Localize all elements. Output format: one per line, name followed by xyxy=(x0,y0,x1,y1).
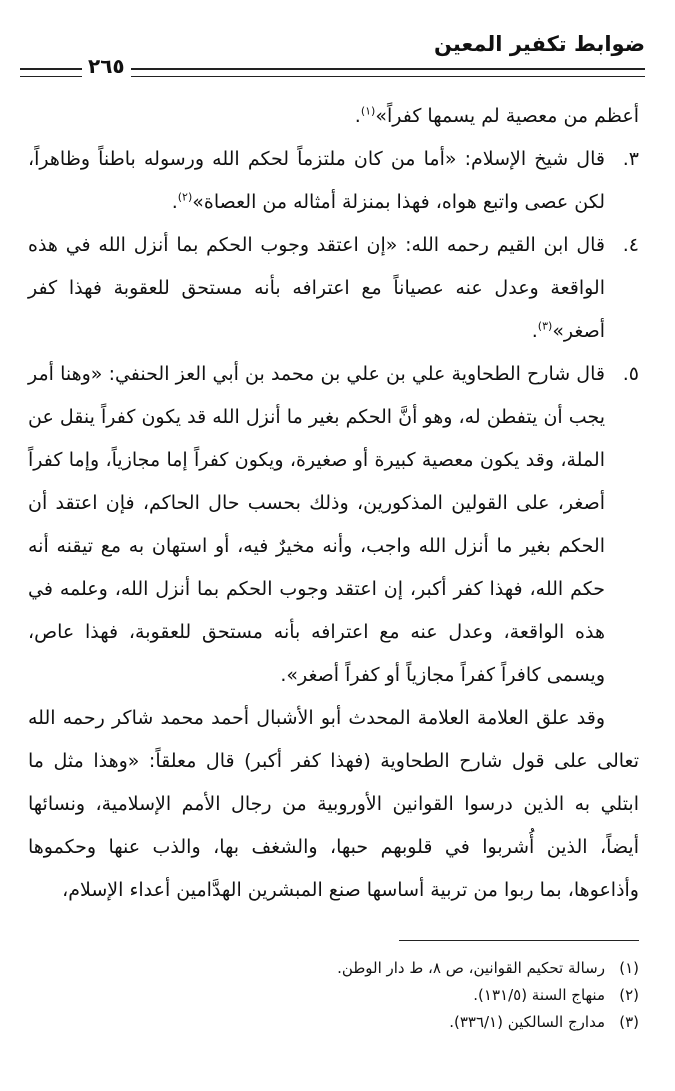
footnote xyxy=(28,982,639,1009)
numbered-item xyxy=(28,353,639,697)
footnote-number: (١) xyxy=(619,959,639,977)
numbered-item xyxy=(28,138,639,224)
item-body: قال شيخ الإسلام: «أما من كان ملتزماً لحكم الله ورسوله باطناً وظاهراً، لكن عصى واتبع هواه، فهذا بمنزلة أمثاله من العصاة» xyxy=(28,148,605,213)
paragraph-text: أعظم من معصية لم يسمها كفراً» xyxy=(375,105,639,127)
paragraph-tail: . xyxy=(354,105,361,127)
footnote xyxy=(28,1009,639,1036)
footnote-ref: (١) xyxy=(360,104,376,118)
item-number: ٣. xyxy=(622,148,639,170)
footnotes xyxy=(28,955,639,1036)
footnote xyxy=(28,955,639,982)
item-number: ٤. xyxy=(622,234,639,256)
footnote-text: منهاج السنة (١٣١/٥). xyxy=(473,986,605,1004)
item-number: ٥. xyxy=(622,363,639,385)
item-text xyxy=(28,138,605,224)
item-text xyxy=(28,224,605,353)
running-title: ضوابط تكفير المعين xyxy=(434,32,645,56)
footnote-ref: (٢) xyxy=(177,190,193,204)
item-text: قال شارح الطحاوية علي بن علي بن محمد بن أبي العز الحنفي: «وهنا أمر يجب أن يتفطن له، وهو أنَّ الحكم بغير ما أنزل الله قد يكون كفراً ينقل عن الملة، وقد يكون معصية كبيرة أو صغيرة، ويكون كفراً إما مجازياً، وإما كفراً أصغر، على القولين المذكورين، وذلك بحسب حال الحاكم، فإن اعتقد أن الحكم بغير ما أنزل الله واجب، وأنه مخيرٌ فيه، أو استهان به مع تيقنه أنه حكم الله، فهذا كفر أكبر، إن اعتقد وجوب الحكم بما أنزل الله، وعلمه في هذه الواقعة، وعدل عنه مع اعترافه بأنه مستحق للعقوبة، فهذا عاص، ويسمى كافراً كفراً مجازياً أو كفراً أصغر». xyxy=(28,363,605,686)
footnote-text: رسالة تحكيم القوانين، ص ٨، ط دار الوطن. xyxy=(337,959,605,977)
footnote-text: مدارج السالكين (٣٣٦/١). xyxy=(449,1013,605,1031)
item-tail: . xyxy=(171,191,178,213)
footnote-rule xyxy=(399,940,639,941)
page-header xyxy=(20,32,645,80)
page-number: ٢٦٥ xyxy=(82,54,131,78)
item-body: قال ابن القيم رحمه الله: «إن اعتقد وجوب الحكم بما أنزل الله في هذه الواقعة وعدل عنه عصياناً مع اعترافه بأنه مستحق للعقوبة فهذا كفر أصغر» xyxy=(28,234,605,342)
body-text xyxy=(28,95,639,912)
footnote-ref: (٣) xyxy=(537,319,553,333)
paragraph: وقد علق العلامة العلامة المحدث أبو الأشبال أحمد محمد شاكر رحمه الله تعالى على قول شارح الطحاوية (فهذا كفر أكبر) قال معلقاً: «وهذا مثل ما ابتلي به الذين درسوا القوانين الأوروبية من رجال الأمم الإسلامية، ونسائها أيضاً، الذين أُشربوا في قلوبهم حبها، والشغف بها، والذب عنها وحكموها وأذاعوها، بما ربوا من تربية أساسها صنع المبشرين الهدَّامين أعداء الإسلام، xyxy=(28,707,639,901)
paragraph xyxy=(28,95,639,138)
footnote-number: (٢) xyxy=(619,986,639,1004)
numbered-item xyxy=(28,224,639,353)
footnote-number: (٣) xyxy=(619,1013,639,1031)
item-tail: . xyxy=(531,320,538,342)
